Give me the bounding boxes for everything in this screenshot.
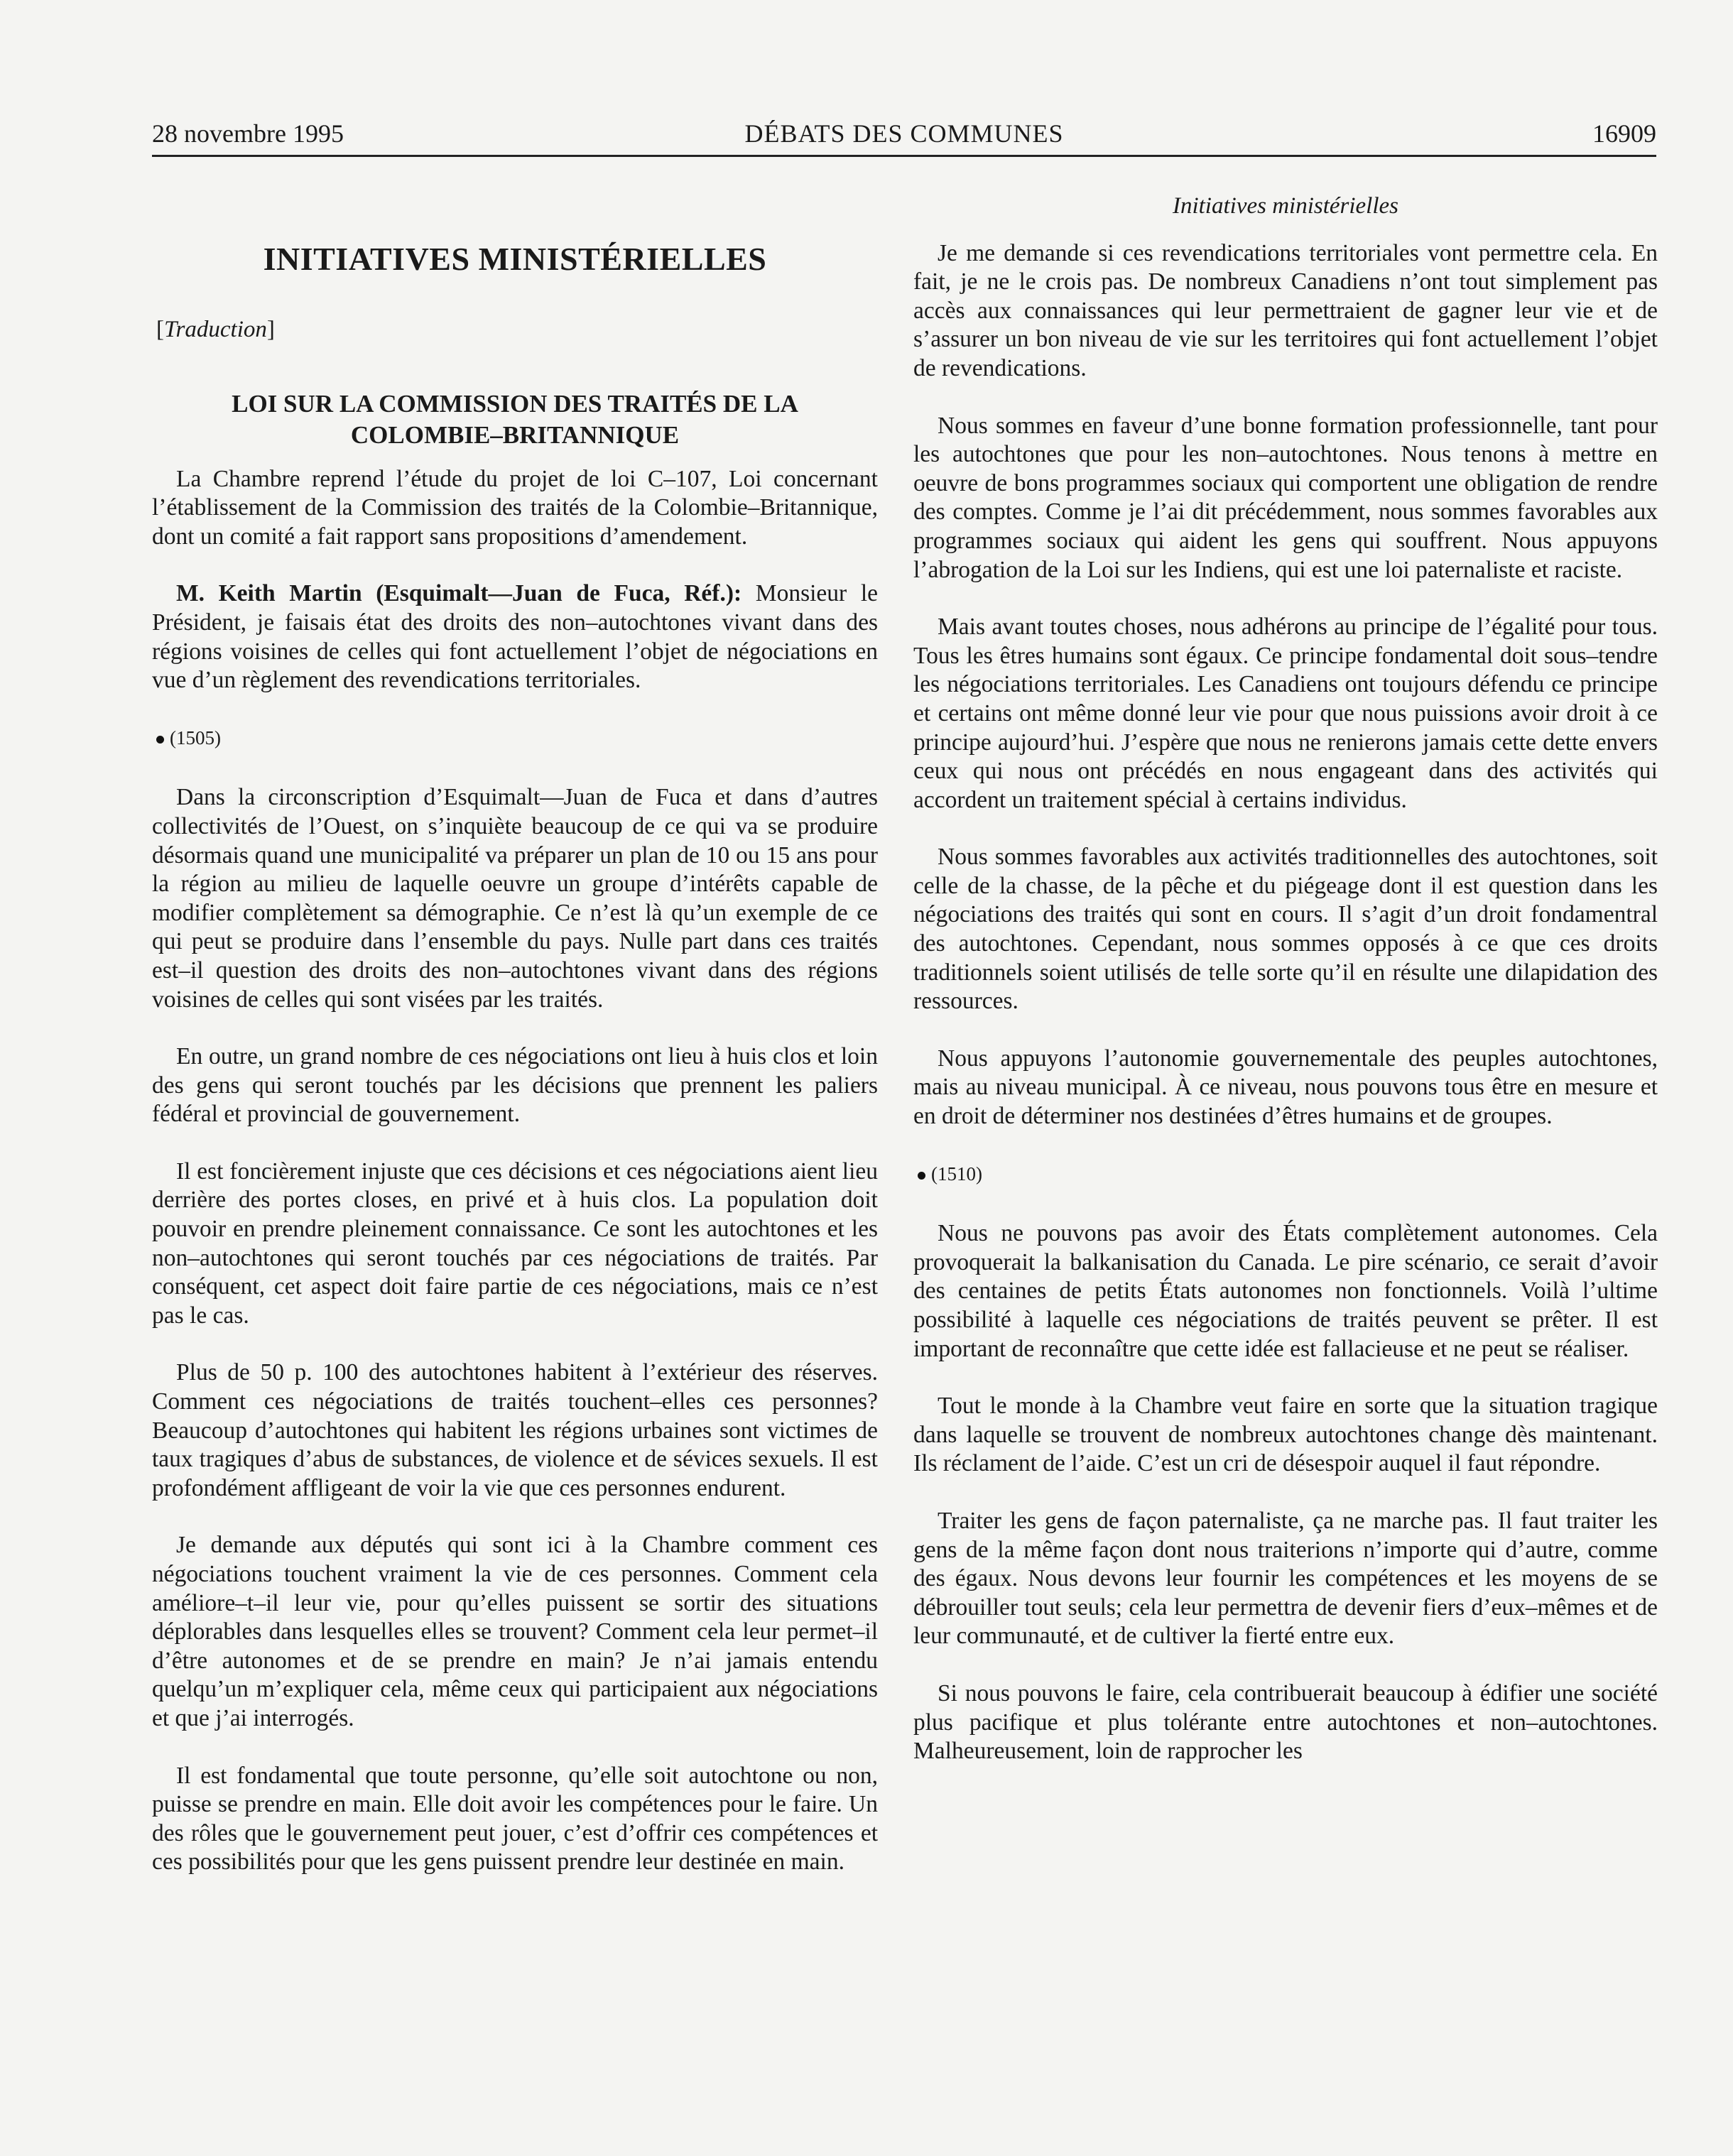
paragraph: La Chambre reprend l’étude du projet de loi C–107, Loi concernant l’établissement de la Commission des traités de la Colombie–Britannique, dont un comité a fait rapport sans propositions d’amendement.: [152, 465, 878, 550]
paragraph: Je me demande si ces revendications territoriales vont permettre cela. En fait, je ne le crois pas. De nombreux Canadiens n’ont tout simplement pas accès aux connaissances qui leur permettraient de gagner leur vie et de s’assurer un bon niveau de vie sur les territoires qui font actuellement l’objet de revendications.: [913, 239, 1658, 381]
paragraph: Je demande aux députés qui sont ici à la Chambre comment ces négociations touchent vraiment la vie de ces personnes. Comment cela améliore–t–il leur vie, pour qu’elles puissent se sortir des situations déplorables dans lesquelles elles se trouvent? Comment cela leur permet–il d’être autonomes et de se prendre en main? Je n’ai jamais entendu quelqu’un m’expliquer cela, même ceux qui participaient aux négociations et que j’ai interrogés.: [152, 1532, 878, 1731]
time-marker-text: (1505): [170, 726, 221, 748]
paragraph: Nous sommes en faveur d’une bonne formation professionnelle, tant pour les autochtones que pour les non–autochtones. Nous tenons à mettre en oeuvre de bons programmes sociaux qui comportent une obligation de rendre des comptes. Comme je l’ai dit précédemment, nous sommes favorables aux programmes sociaux qui aident les gens qui souffrent. Nous appuyons l’abrogation de la Loi sur les Indiens, qui est une loi paternaliste et raciste.: [913, 412, 1658, 583]
time-marker: [156, 724, 878, 753]
paragraph: Nous appuyons l’autonomie gouvernementale des peuples autochtones, mais au niveau municipal. À ce niveau, nous pouvons tous être en mesure et en droit de déterminer nos destinées d’êtres humains et de groupes.: [913, 1045, 1658, 1130]
paragraph: Nous sommes favorables aux activités traditionnelles des autochtones, soit celle de la chasse, de la pêche et du piégeage dont il est question dans les négociations des traités qui sont en cours. Il s’agit d’un droit fondamentral des autochtones. Cependant, nous sommes opposés à ce que ces droits traditionnels soient utilisés de telle sorte qu’il en résulte une dilapidation des ressources.: [913, 844, 1658, 1015]
time-marker-text: (1510): [931, 1163, 982, 1185]
paragraph: Traiter les gens de façon paternaliste, ça ne marche pas. Il faut traiter les gens de la même façon dont nous traiterions n’importe qui d’autre, comme des égaux. Nous devons leur fournir les compétences et les moyens de se débrouiller tout seuls; cela leur permettra de devenir fiers d’eux–mêmes et de leur communauté, et de cultiver la fierté entre eux.: [913, 1507, 1658, 1650]
paragraph: Tout le monde à la Chambre veut faire en sorte que la situation tragique dans laquelle se trouvent de nombreux autochtones change dès maintenant. Ils réclament de l’aide. C’est un cri de désespoir auquel il faut répondre.: [913, 1393, 1658, 1477]
page-header: [152, 112, 1656, 155]
paragraph: Il est foncièrement injuste que ces décisions et ces négociations aient lieu derrière des portes closes, en privé et à huis clos. La population doit pouvoir en prendre pleinement connaissance. Ce sont les autochtones et les non–autochtones qui seront touchés par ces négociations de traités. Par conséquent, cet aspect doit faire partie de ces négociations, mais ce n’est pas le cas.: [152, 1158, 878, 1329]
header-date: 28 novembre 1995: [152, 119, 344, 148]
left-column: [152, 192, 878, 1877]
paragraph: Il est fondamental que toute personne, qu’elle soit autochtone ou non, puisse se prendre en main. Elle doit avoir les compétences pour le faire. Un des rôles que le gouvernement peut jouer, c’est d’offrir ces compétences et ces possibilités pour que les gens puissent prendre leur destinée en main.: [152, 1762, 878, 1875]
paragraph: En outre, un grand nombre de ces négociations ont lieu à huis clos et loin des gens qui seront touchés par les décisions que prennent les paliers fédéral et provincial de gouvernement.: [152, 1043, 878, 1128]
translation-tag-text: Traduction: [164, 317, 267, 342]
paragraph: Mais avant toutes choses, nous adhérons au principe de l’égalité pour tous. Tous les êtres humains sont égaux. Ce principe fondamental doit sous–tendre les négociations territoriales. Les Canadiens ont toujours défendu ce principe et certains ont même donné leur vie pour que nous puissions avoir droit à ce principe aujourd’hui. J’espère que nous ne renierons jamais cette dette envers ceux qui nous ont précédés en nous engageant dans des activités qui accordent un traitement spécial à certains individus.: [913, 614, 1658, 813]
right-column: [913, 192, 1658, 1766]
running-head: Initiatives ministérielles: [1172, 193, 1399, 219]
header-page-number: 16909: [1592, 119, 1656, 148]
translation-tag: [Traduction]: [156, 317, 275, 342]
paragraph: Si nous pouvons le faire, cela contribuerait beaucoup à édifier une société plus pacifique et plus tolérante entre autochtones et non–autochtones. Malheureusement, loin de rapprocher les: [913, 1679, 1658, 1765]
bullet-icon: [156, 736, 164, 744]
header-rule: [152, 155, 1656, 157]
paragraph: Plus de 50 p. 100 des autochtones habitent à l’extérieur des réserves. Comment ces négociations de traités touchent–elles ces personnes? Beaucoup d’autochtones qui habitent les régions urbaines sont victimes de taux tragiques d’abus de substances, de violence et de sévices sexuels. Il est profondément affligeant de voir la vie que ces personnes endurent.: [152, 1359, 878, 1501]
speaker-text: Monsieur le Président, je faisais état des droits des non–autochtones vivant dans des régions voisines de celles qui font actuellement l’objet de négociations en vue d’un règlement des revendications territoriales.: [152, 580, 878, 694]
bullet-icon: [918, 1172, 925, 1180]
header-publication: DÉBATS DES COMMUNES: [744, 119, 1064, 148]
bill-title: [152, 388, 878, 451]
section-title: INITIATIVES MINISTÉRIELLES: [263, 241, 767, 277]
speaker-paragraph: [152, 579, 878, 695]
paragraph: Nous ne pouvons pas avoir des États complètement autonomes. Cela provoquerait la balkanisation du Canada. Le pire scénario, ce serait d’avoir des centaines de petits États autonomes non fonctionnels. Voilà l’ultime possibilité à laquelle ces négociations de traités peuvent se prêter. Il est important de reconnaître que cette idée est fallacieuse et ne peut se réaliser.: [913, 1220, 1658, 1362]
time-marker: [918, 1160, 1658, 1189]
bill-title-line-1: LOI SUR LA COMMISSION DES TRAITÉS DE LA: [232, 389, 798, 418]
speaker-name: M. Keith Martin (Esquimalt—Juan de Fuca, Réf.):: [176, 580, 742, 607]
bill-title-line-2: COLOMBIE–BRITANNIQUE: [350, 420, 680, 449]
paragraph: Dans la circonscription d’Esquimalt—Juan de Fuca et dans d’autres collectivités de l’Ouest, on s’inquiète beaucoup de ce qui va se produire désormais quand une municipalité va préparer un plan de 10 ou 15 ans pour la région au milieu de laquelle oeuvre un groupe d’intérêts capable de modifier complètement sa démographie. Ce n’est là qu’un exemple de ce qui peut se produire dans l’ensemble du pays. Nulle part dans ces traités est–il question des droits des non–autochtones vivant dans des régions voisines de celles qui sont visées par les traités.: [152, 784, 878, 1013]
